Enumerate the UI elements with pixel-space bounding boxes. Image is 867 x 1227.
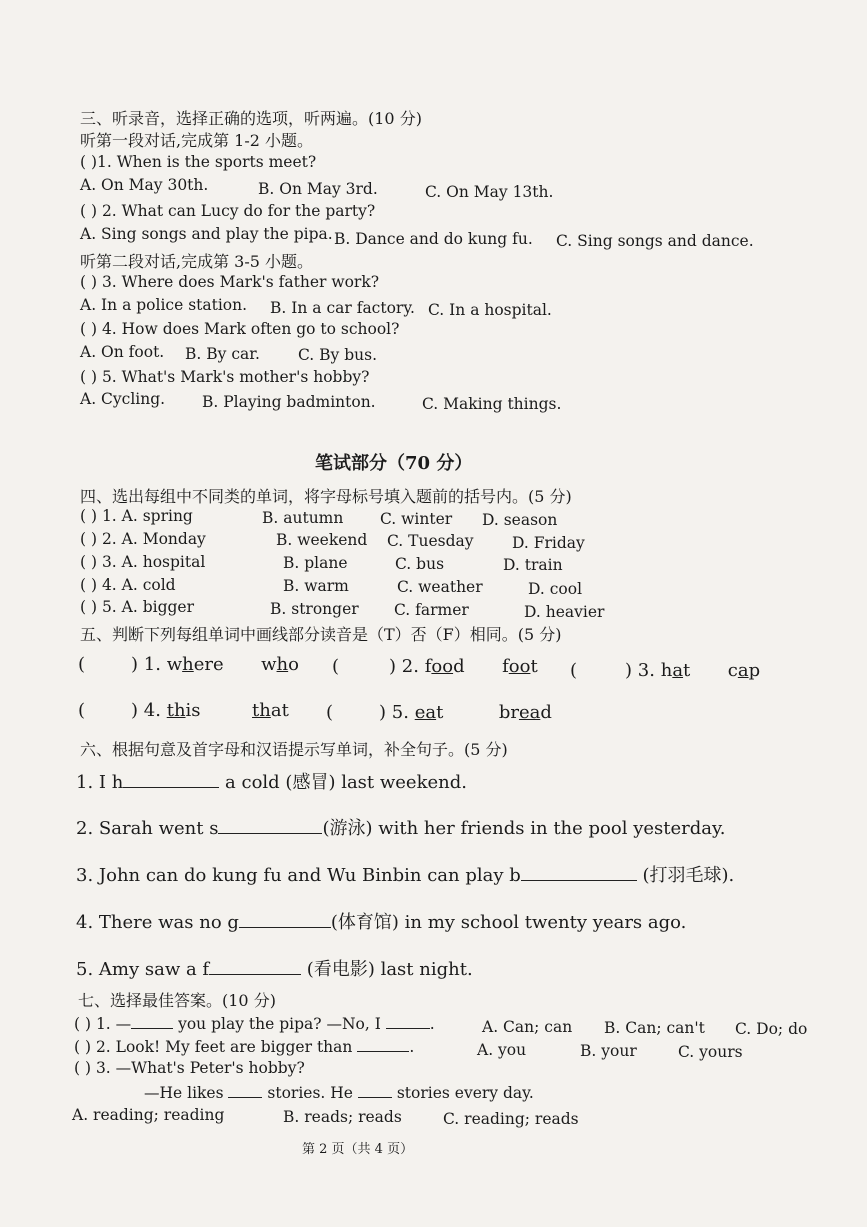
s6-blank2[interactable]	[218, 819, 322, 834]
s6-sentence1: 1. I h a cold (感冒) last weekend.	[76, 772, 467, 793]
s3-q3-b: B. In a car factory.	[270, 299, 415, 317]
s3-q2-stem: ( ) 2. What can Lucy do for the party?	[80, 202, 376, 220]
s3-q2-b: B. Dance and do kung fu.	[334, 230, 533, 248]
s5-item5-word1: eat	[414, 702, 444, 723]
s3-q5-a: A. Cycling.	[80, 390, 166, 408]
s7-q2-a: A. you	[477, 1041, 527, 1059]
s4-row5-c: C. farmer	[394, 601, 469, 619]
s4-row5-num: ( ) 5. A. bigger	[80, 598, 195, 616]
s6-sentence2: 2. Sarah went s (游泳) with her friends in the pool yesterday.	[76, 818, 726, 839]
s4-row2-b: B. weekend	[276, 531, 368, 549]
s3-q3-stem: ( ) 3. Where does Mark's father work?	[80, 273, 380, 291]
s5-item2: ( ) 2. food foot	[332, 656, 538, 677]
section3-part1: 听第一段对话,完成第 1-2 小题。	[80, 131, 314, 150]
s3-q1-stem: ( )1. When is the sports meet?	[80, 153, 317, 171]
s4-row3-num: ( ) 3. A. hospital	[80, 553, 206, 571]
s3-q3-a: A. In a police station.	[80, 296, 248, 314]
s7-q2-blank[interactable]	[357, 1037, 409, 1052]
s5-item3: ( ) 3. hat cap	[570, 660, 761, 681]
s7-q3-blank1[interactable]	[228, 1083, 262, 1098]
s3-q3-c: C. In a hospital.	[428, 301, 552, 319]
section5-header: 五、判断下列每组单词中画线部分读音是（T）否（F）相同。(5 分)	[80, 625, 562, 644]
s3-q5-b: B. Playing badminton.	[202, 393, 376, 411]
s4-row4-c: C. weather	[397, 578, 483, 596]
s6-blank5[interactable]	[209, 960, 301, 975]
section6-header: 六、根据句意及首字母和汉语提示写单词，补全句子。(5 分)	[80, 740, 508, 759]
s3-q2-c: C. Sing songs and dance.	[556, 232, 754, 250]
s3-q4-a: A. On foot.	[80, 343, 165, 361]
s3-q4-b: B. By car.	[185, 345, 260, 363]
s4-row1-b: B. autumn	[262, 509, 344, 527]
s6-sentence5: 5. Amy saw a f (看电影) last night.	[76, 959, 473, 980]
s5-item3-word1: hat	[660, 660, 691, 681]
s3-q5-c: C. Making things.	[422, 395, 562, 413]
s7-q1-a: A. Can; can	[482, 1018, 573, 1036]
s4-row4-d: D. cool	[528, 580, 583, 598]
s5-item2-word2: foot	[502, 656, 538, 677]
s5-item4-word2: that	[252, 700, 289, 721]
s7-q3-c: C. reading; reads	[443, 1110, 579, 1128]
s4-row2-num: ( ) 2. A. Monday	[80, 530, 206, 548]
s5-item3-word2: cap	[727, 660, 761, 681]
s3-q2-a: A. Sing songs and play the pipa.	[80, 225, 333, 243]
s5-item5-word2: bread	[498, 702, 552, 723]
s4-row5-b: B. stronger	[270, 600, 359, 618]
s5-item1: ( ) 1. where who	[78, 654, 299, 675]
s5-item4: ( ) 4. this that	[78, 700, 289, 721]
s4-row2-d: D. Friday	[512, 534, 585, 552]
s4-row2-c: C. Tuesday	[387, 532, 474, 550]
page-footer: 第 2 页（共 4 页）	[302, 1142, 414, 1157]
s7-q3-a: A. reading; reading	[72, 1106, 225, 1124]
s3-q4-stem: ( ) 4. How does Mark often go to school?	[80, 320, 400, 338]
s7-q2-c: C. yours	[678, 1043, 743, 1061]
s7-q1-b: B. Can; can't	[604, 1019, 705, 1037]
section7-header: 七、选择最佳答案。(10 分)	[78, 991, 276, 1010]
s5-item5: ( ) 5. eat bread	[326, 702, 552, 723]
s3-q4-c: C. By bus.	[298, 346, 378, 364]
s5-item2-word1: food	[424, 656, 465, 677]
s3-q1-b: B. On May 3rd.	[258, 180, 378, 198]
s4-row3-b: B. plane	[283, 554, 348, 572]
section3-header: 三、听录音，选择正确的选项，听两遍。(10 分)	[80, 109, 422, 128]
s4-row4-b: B. warm	[283, 577, 349, 595]
s7-q1-blank2[interactable]	[386, 1014, 430, 1029]
s6-sentence3: 3. John can do kung fu and Wu Binbin can play b (打羽毛球).	[76, 865, 735, 886]
s7-q1-c: C. Do; do	[735, 1020, 808, 1038]
section4-header: 四、选出每组中不同类的单词，将字母标号填入题前的括号内。(5 分)	[80, 487, 572, 506]
s3-q5-stem: ( ) 5. What's Mark's mother's hobby?	[80, 368, 370, 386]
s4-row1-num: ( ) 1. A. spring	[80, 507, 193, 525]
written-part-title: 笔试部分（70 分）	[315, 453, 473, 474]
s3-q1-c: C. On May 13th.	[425, 183, 554, 201]
s4-row1-c: C. winter	[380, 510, 453, 528]
s6-blank3[interactable]	[521, 866, 637, 881]
s6-sentence4: 4. There was no g (体育馆) in my school twenty years ago.	[76, 912, 687, 933]
s7-q3-blank2[interactable]	[358, 1083, 392, 1098]
s4-row3-c: C. bus	[395, 555, 445, 573]
s7-q2-b: B. your	[580, 1042, 637, 1060]
s6-blank1[interactable]	[123, 773, 219, 788]
s7-q3-line2: —He likes stories. He stories every day.	[144, 1084, 534, 1102]
s4-row1-d: D. season	[482, 511, 558, 529]
s7-q1-blank1[interactable]	[131, 1014, 173, 1029]
s6-blank4[interactable]	[239, 913, 331, 928]
s7-q2-stem: ( ) 2. Look! My feet are bigger than .	[74, 1038, 415, 1056]
s7-q3-b: B. reads; reads	[283, 1108, 402, 1126]
s5-item4-word1: this	[166, 700, 201, 721]
s4-row3-d: D. train	[503, 556, 563, 574]
s4-row5-d: D. heavier	[524, 603, 605, 621]
s7-q3-stem: ( ) 3. —What's Peter's hobby?	[74, 1059, 305, 1077]
s5-item1-word2: who	[261, 654, 299, 675]
section3-part2: 听第二段对话,完成第 3-5 小题。	[80, 252, 314, 271]
s3-q1-a: A. On May 30th.	[80, 176, 209, 194]
s4-row4-num: ( ) 4. A. cold	[80, 576, 176, 594]
s7-q1-stem: ( ) 1. — you play the pipa? —No, I .	[74, 1015, 435, 1033]
s5-item1-word1: where	[166, 654, 224, 675]
